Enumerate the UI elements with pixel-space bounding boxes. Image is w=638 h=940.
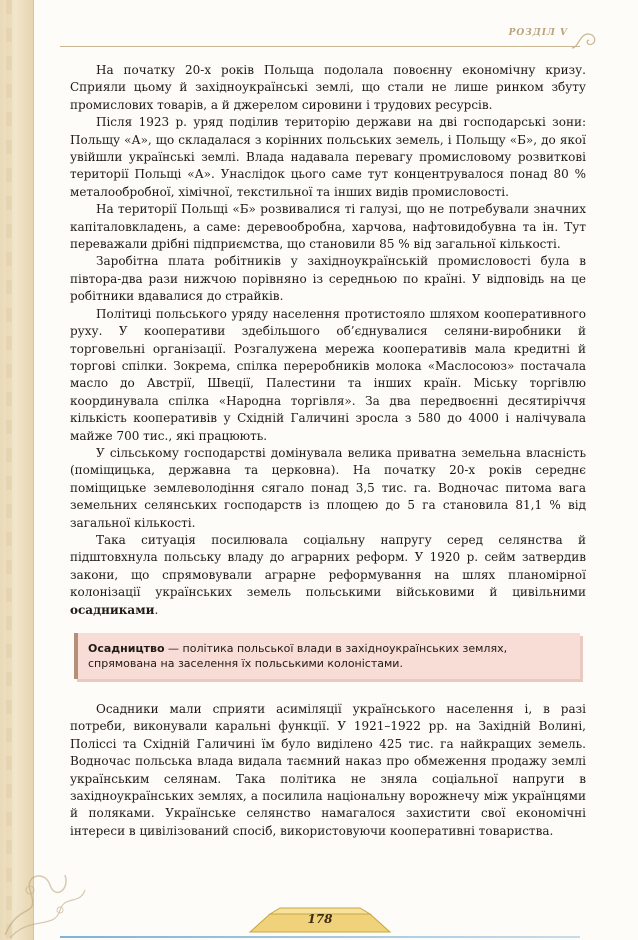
page-number: 178: [307, 912, 333, 926]
definition-text: — політика польської влади в західноукраїнських землях, спрямована на заселення їх польськими колоністами.: [88, 642, 508, 670]
definition-box: [74, 633, 580, 679]
paragraph: Після 1923 р. уряд поділив територію держави на дві господарські зони: Польщу «А», що складалася з корінних польських земель, і Польщу «Б», до якої увійшли українські землі. Влада надавала перевагу промисловому розвиткові території Польщі «А». Унаслідок цього саме тут концентрувалося понад 80 % металообробної, хімічної, текстильної та інших видів промисловості.: [70, 115, 586, 199]
paragraph: Осадники мали сприяти асиміляції українського населення і, в разі потреби, виконували каральні функції. У 1921–1922 рр. на Західній Волині, Поліссі та Східній Галичині їм було виділено 425 тис. га найкращих земель. Водночас польська влада видала таємний наказ про обмеження продажу землі українським селянам. Така політика не зняла соціальної напруги в західноукраїнських землях, а посилила національну ворожнечу між українцями й поляками. Українське селянство намагалося захистити свої економічні інтереси в цивілізований спосіб, використовуючи кооперативні товариства.: [70, 702, 586, 838]
page-header: [60, 26, 600, 56]
floral-ornament-icon: [0, 860, 90, 940]
paragraph-end: .: [154, 602, 159, 617]
paragraph-text: Така ситуація посилювала соціальну напругу серед селянства й підштовхнула польську владу до аграрних реформ. У 1920 р. сейм затвердив закони, що спрямовували аграрне реформування на шлях планомірної колонізації українських земель польськими військовими й цивільними: [70, 532, 586, 600]
header-rule: [60, 46, 580, 47]
main-text: [70, 62, 586, 840]
border-strip: [6, 0, 12, 940]
paragraph: Політиці польського уряду населення протистояло шляхом кооперативного руху. У кооперативи здебільшого об’єднувалися селяни-виробники й торговельні організації. Розгалужена мережа кооперативів мала кредитні й торгові спілки. Зокрема, спілка переробників молока «Маслосоюз» постачала масло до Австрії, Швеції, Палестини та інших країн. Міську торгівлю координувала спілка «Народна торгівля». За два передвоєнні десятиріччя кількість кооперативів у Східній Галичині зросла з 580 до 4000 і налічувала майже 700 тис., які працюють.: [70, 306, 586, 443]
paragraph: [70, 532, 586, 619]
bold-term: осадниками: [70, 602, 155, 617]
definition-term: Осадництво: [88, 642, 165, 655]
page-number-banner: [240, 906, 400, 940]
left-decorative-border: [0, 0, 34, 940]
paragraph: У сільському господарстві домінувала велика приватна земельна власність (поміщицька, державна та церковна). На початку 20-х років середнє поміщицьке землеволодіння сягало понад 3,5 тис. га. Водночас питома вага земельних селянських господарств із площею до 5 га становила 81,1 % від загальної кількості.: [70, 445, 586, 530]
swirl-ornament-icon: [570, 30, 600, 54]
bottom-rule: [60, 936, 580, 938]
paragraph: Заробітна плата робітників у західноукраїнській промисловості була в півтора-два рази нижчою порівняно із середньою по країні. У відповідь на це робітники вдавалися до страйків.: [70, 254, 586, 304]
paragraph: На початку 20-х років Польща подолала повоєнну економічну кризу. Сприяли цьому й західноукраїнські землі, що стали не лише ринком збуту промислових товарів, а й джерелом сировини і трудових ресурсів.: [70, 63, 586, 112]
paragraph: На території Польщі «Б» розвивалися ті галузі, що не потребували значних капіталовкладень, а саме: деревообробна, харчова, нафтовидобувна та ін. Тут переважали дрібні підприємства, що становили 85 % від загальної кількості.: [70, 202, 586, 252]
section-title: РОЗДІЛ V: [508, 28, 568, 38]
